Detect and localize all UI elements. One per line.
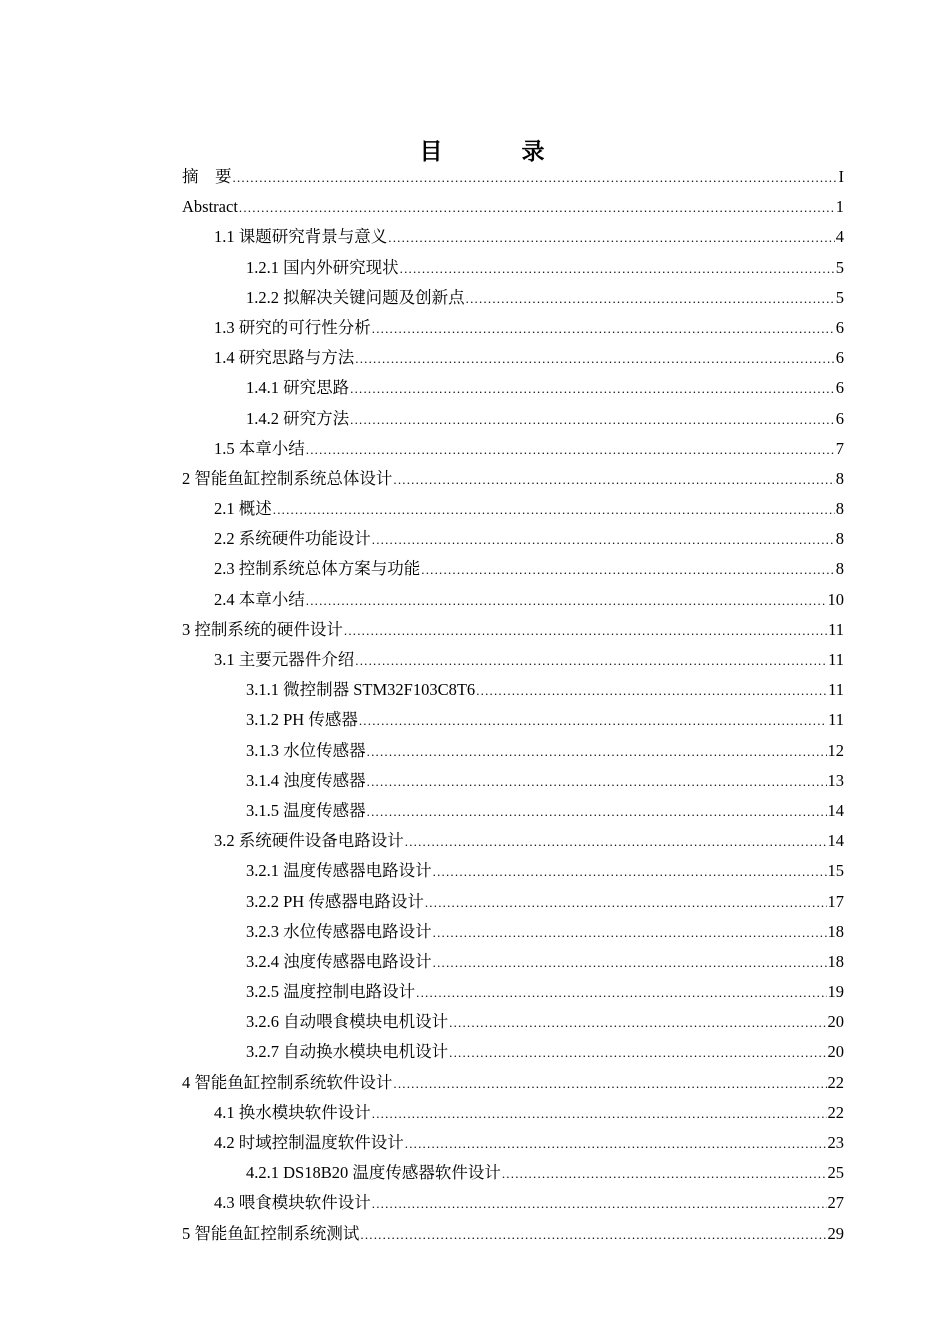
toc-entry-label: 3.1 主要元器件介绍 [214,650,355,669]
toc-leader-dots [425,888,827,918]
toc-entry[interactable] [182,645,844,675]
toc-entry[interactable] [182,615,844,645]
toc-leader-dots [433,857,827,887]
toc-entry[interactable] [182,856,844,886]
toc-entry-page-number: 23 [827,1133,844,1152]
toc-entry[interactable] [182,404,844,434]
toc-entry[interactable] [182,705,844,735]
toc-entry[interactable] [182,675,844,705]
toc-entry[interactable] [182,192,844,222]
toc-entry-page-number: 7 [835,438,844,458]
toc-entry[interactable] [182,222,844,252]
toc-entry[interactable] [182,162,844,192]
toc-entry-label: 3.1.1 微控制器 STM32F103C8T6 [246,680,476,700]
toc-entry-label: 3.2.2 PH 传感器电路设计 [246,891,424,911]
toc-entry-label: 1.2.1 国内外研究现状 [246,257,399,277]
toc-entry-page-number: 6 [835,348,844,368]
toc-entry-page-number: 8 [835,499,844,519]
toc-entry-page-number: 5 [835,257,844,277]
toc-leader-dots [502,1159,827,1189]
toc-entry[interactable] [182,947,844,977]
toc-entry[interactable] [182,494,844,524]
toc-leader-dots [416,978,826,1008]
toc-entry-label: 3.2.7 自动换水模块电机设计 [246,1042,449,1062]
toc-entry-label: 1.4 研究思路与方法 [214,348,355,368]
toc-leader-dots [388,223,835,253]
toc-entry[interactable] [182,1158,844,1188]
toc-entry-label: 3.2 系统硬件设备电路设计 [214,831,404,851]
toc-entry-page-number: 6 [835,378,844,398]
toc-entry-label: 1.3 研究的可行性分析 [214,317,371,337]
toc-leader-dots [306,586,827,616]
toc-entry[interactable] [182,1188,844,1218]
toc-entry[interactable] [182,1219,844,1249]
toc-entry[interactable] [182,585,844,615]
toc-leader-dots [350,374,835,404]
toc-leader-dots [367,797,827,827]
toc-leader-dots [367,767,827,797]
toc-entry-page-number: 19 [827,982,844,1002]
toc-leader-dots [367,737,827,767]
toc-entry-page-number: 14 [827,831,844,851]
toc-entry-label: 4 智能鱼缸控制系统软件设计 [182,1072,393,1092]
toc-entry-label: 3.2.1 温度传感器电路设计 [246,861,432,881]
toc-entry-page-number: 8 [835,529,844,549]
toc-entry[interactable] [182,373,844,403]
toc-entry-page-number: 20 [827,1012,844,1032]
toc-leader-dots [306,435,835,465]
toc-entry[interactable] [182,434,844,464]
table-of-contents [182,162,844,1249]
toc-leader-dots [372,1189,827,1219]
toc-entry[interactable] [182,313,844,343]
toc-leader-dots [360,1220,826,1250]
toc-leader-dots [344,616,827,646]
toc-entry-page-number: 11 [828,650,844,669]
toc-entry-page-number: 29 [827,1223,844,1243]
toc-entry-label: 4.3 喂食模块软件设计 [214,1193,371,1213]
toc-entry-page-number: 20 [827,1042,844,1062]
toc-entry-page-number: 22 [827,1072,844,1092]
toc-entry-page-number: 8 [835,468,844,488]
toc-entry-label: 1.5 本章小结 [214,438,305,458]
toc-entry-page-number: 27 [827,1193,844,1213]
toc-entry-label: 2.3 控制系统总体方案与功能 [214,559,421,579]
toc-entry[interactable] [182,343,844,373]
toc-entry-page-number: 10 [827,589,844,609]
toc-entry-page-number: 15 [827,861,844,881]
toc-leader-dots [233,163,838,193]
toc-entry[interactable] [182,1128,844,1158]
toc-leader-dots [393,465,834,495]
toc-entry-label: 1.1 课题研究背景与意义 [214,227,388,247]
toc-leader-dots [405,1129,827,1159]
toc-leader-dots [355,646,827,676]
toc-entry-label: 4.2.1 DS18B20 温度传感器软件设计 [246,1163,501,1183]
toc-entry[interactable] [182,796,844,826]
toc-leader-dots [400,254,835,284]
toc-entry-page-number: I [838,167,844,186]
toc-entry-page-number: 8 [835,559,844,579]
toc-entry[interactable] [182,464,844,494]
toc-leader-dots [372,1099,827,1129]
toc-leader-dots [405,827,827,857]
toc-entry[interactable] [182,283,844,313]
toc-entry-label: 摘 要 [182,167,232,186]
toc-leader-dots [372,314,835,344]
toc-entry-label: 4.2 时域控制温度软件设计 [214,1133,404,1152]
toc-entry[interactable] [182,554,844,584]
toc-leader-dots [393,1069,826,1099]
toc-leader-dots [466,284,835,314]
toc-entry-label: 3.2.4 浊度传感器电路设计 [246,951,432,971]
toc-entry-page-number: 13 [827,770,844,790]
toc-leader-dots [355,344,835,374]
toc-entry-page-number: 6 [835,408,844,428]
toc-entry[interactable] [182,736,844,766]
toc-leader-dots [449,1008,826,1038]
toc-entry-label: 2.2 系统硬件功能设计 [214,529,371,549]
toc-entry[interactable] [182,1068,844,1098]
toc-entry-page-number: 11 [828,710,844,730]
toc-entry-page-number: 18 [827,921,844,941]
toc-entry-label: Abstract [182,197,238,217]
toc-entry-page-number: 11 [828,619,844,639]
toc-entry-label: 3.1.5 温度传感器 [246,800,366,820]
toc-entry-label: 1.2.2 拟解决关键问题及创新点 [246,287,465,307]
toc-leader-dots [421,555,835,585]
toc-entry[interactable] [182,766,844,796]
toc-leader-dots [239,193,835,223]
toc-entry-label: 5 智能鱼缸控制系统测试 [182,1223,360,1243]
toc-entry[interactable] [182,524,844,554]
toc-entry[interactable] [182,826,844,856]
toc-entry-label: 3 控制系统的硬件设计 [182,619,343,639]
toc-entry-label: 3.2.6 自动喂食模块电机设计 [246,1012,449,1032]
toc-entry-label: 3.1.3 水位传感器 [246,740,366,760]
toc-entry-label: 4.1 换水模块软件设计 [214,1102,371,1122]
toc-leader-dots [273,495,835,525]
toc-entry[interactable] [182,253,844,283]
toc-entry-page-number: 4 [835,227,844,247]
toc-entry-page-number: 22 [827,1102,844,1122]
toc-entry-label: 2 智能鱼缸控制系统总体设计 [182,468,393,488]
toc-leader-dots [433,918,827,948]
toc-leader-dots [350,405,835,435]
toc-entry-page-number: 5 [835,287,844,307]
toc-leader-dots [372,525,835,555]
toc-entry-label: 3.2.5 温度控制电路设计 [246,982,416,1002]
toc-entry[interactable] [182,917,844,947]
toc-leader-dots [449,1038,826,1068]
toc-entry-page-number: 18 [827,951,844,971]
toc-entry-label: 3.2.3 水位传感器电路设计 [246,921,432,941]
toc-entry-label: 3.1.4 浊度传感器 [246,770,366,790]
toc-entry-page-number: 11 [828,680,844,700]
toc-entry-page-number: 14 [827,800,844,820]
toc-entry[interactable] [182,1098,844,1128]
toc-leader-dots [476,676,827,706]
toc-entry[interactable] [182,977,844,1007]
toc-entry-page-number: 12 [827,740,844,760]
toc-entry-label: 1.4.2 研究方法 [246,408,350,428]
toc-entry-page-number: 17 [827,891,844,911]
toc-entry[interactable] [182,1007,844,1037]
toc-entry-label: 2.1 概述 [214,499,272,519]
toc-entry-label: 1.4.1 研究思路 [246,378,350,398]
toc-entry-page-number: 6 [835,317,844,337]
toc-entry[interactable] [182,887,844,917]
toc-entry-page-number: 1 [835,197,844,217]
toc-entry-label: 3.1.2 PH 传感器 [246,710,358,730]
toc-entry-page-number: 25 [827,1163,844,1183]
toc-entry-label: 2.4 本章小结 [214,589,305,609]
toc-entry[interactable] [182,1037,844,1067]
toc-leader-dots [359,706,827,736]
toc-title: 目 录 [419,139,573,165]
toc-leader-dots [433,948,827,978]
